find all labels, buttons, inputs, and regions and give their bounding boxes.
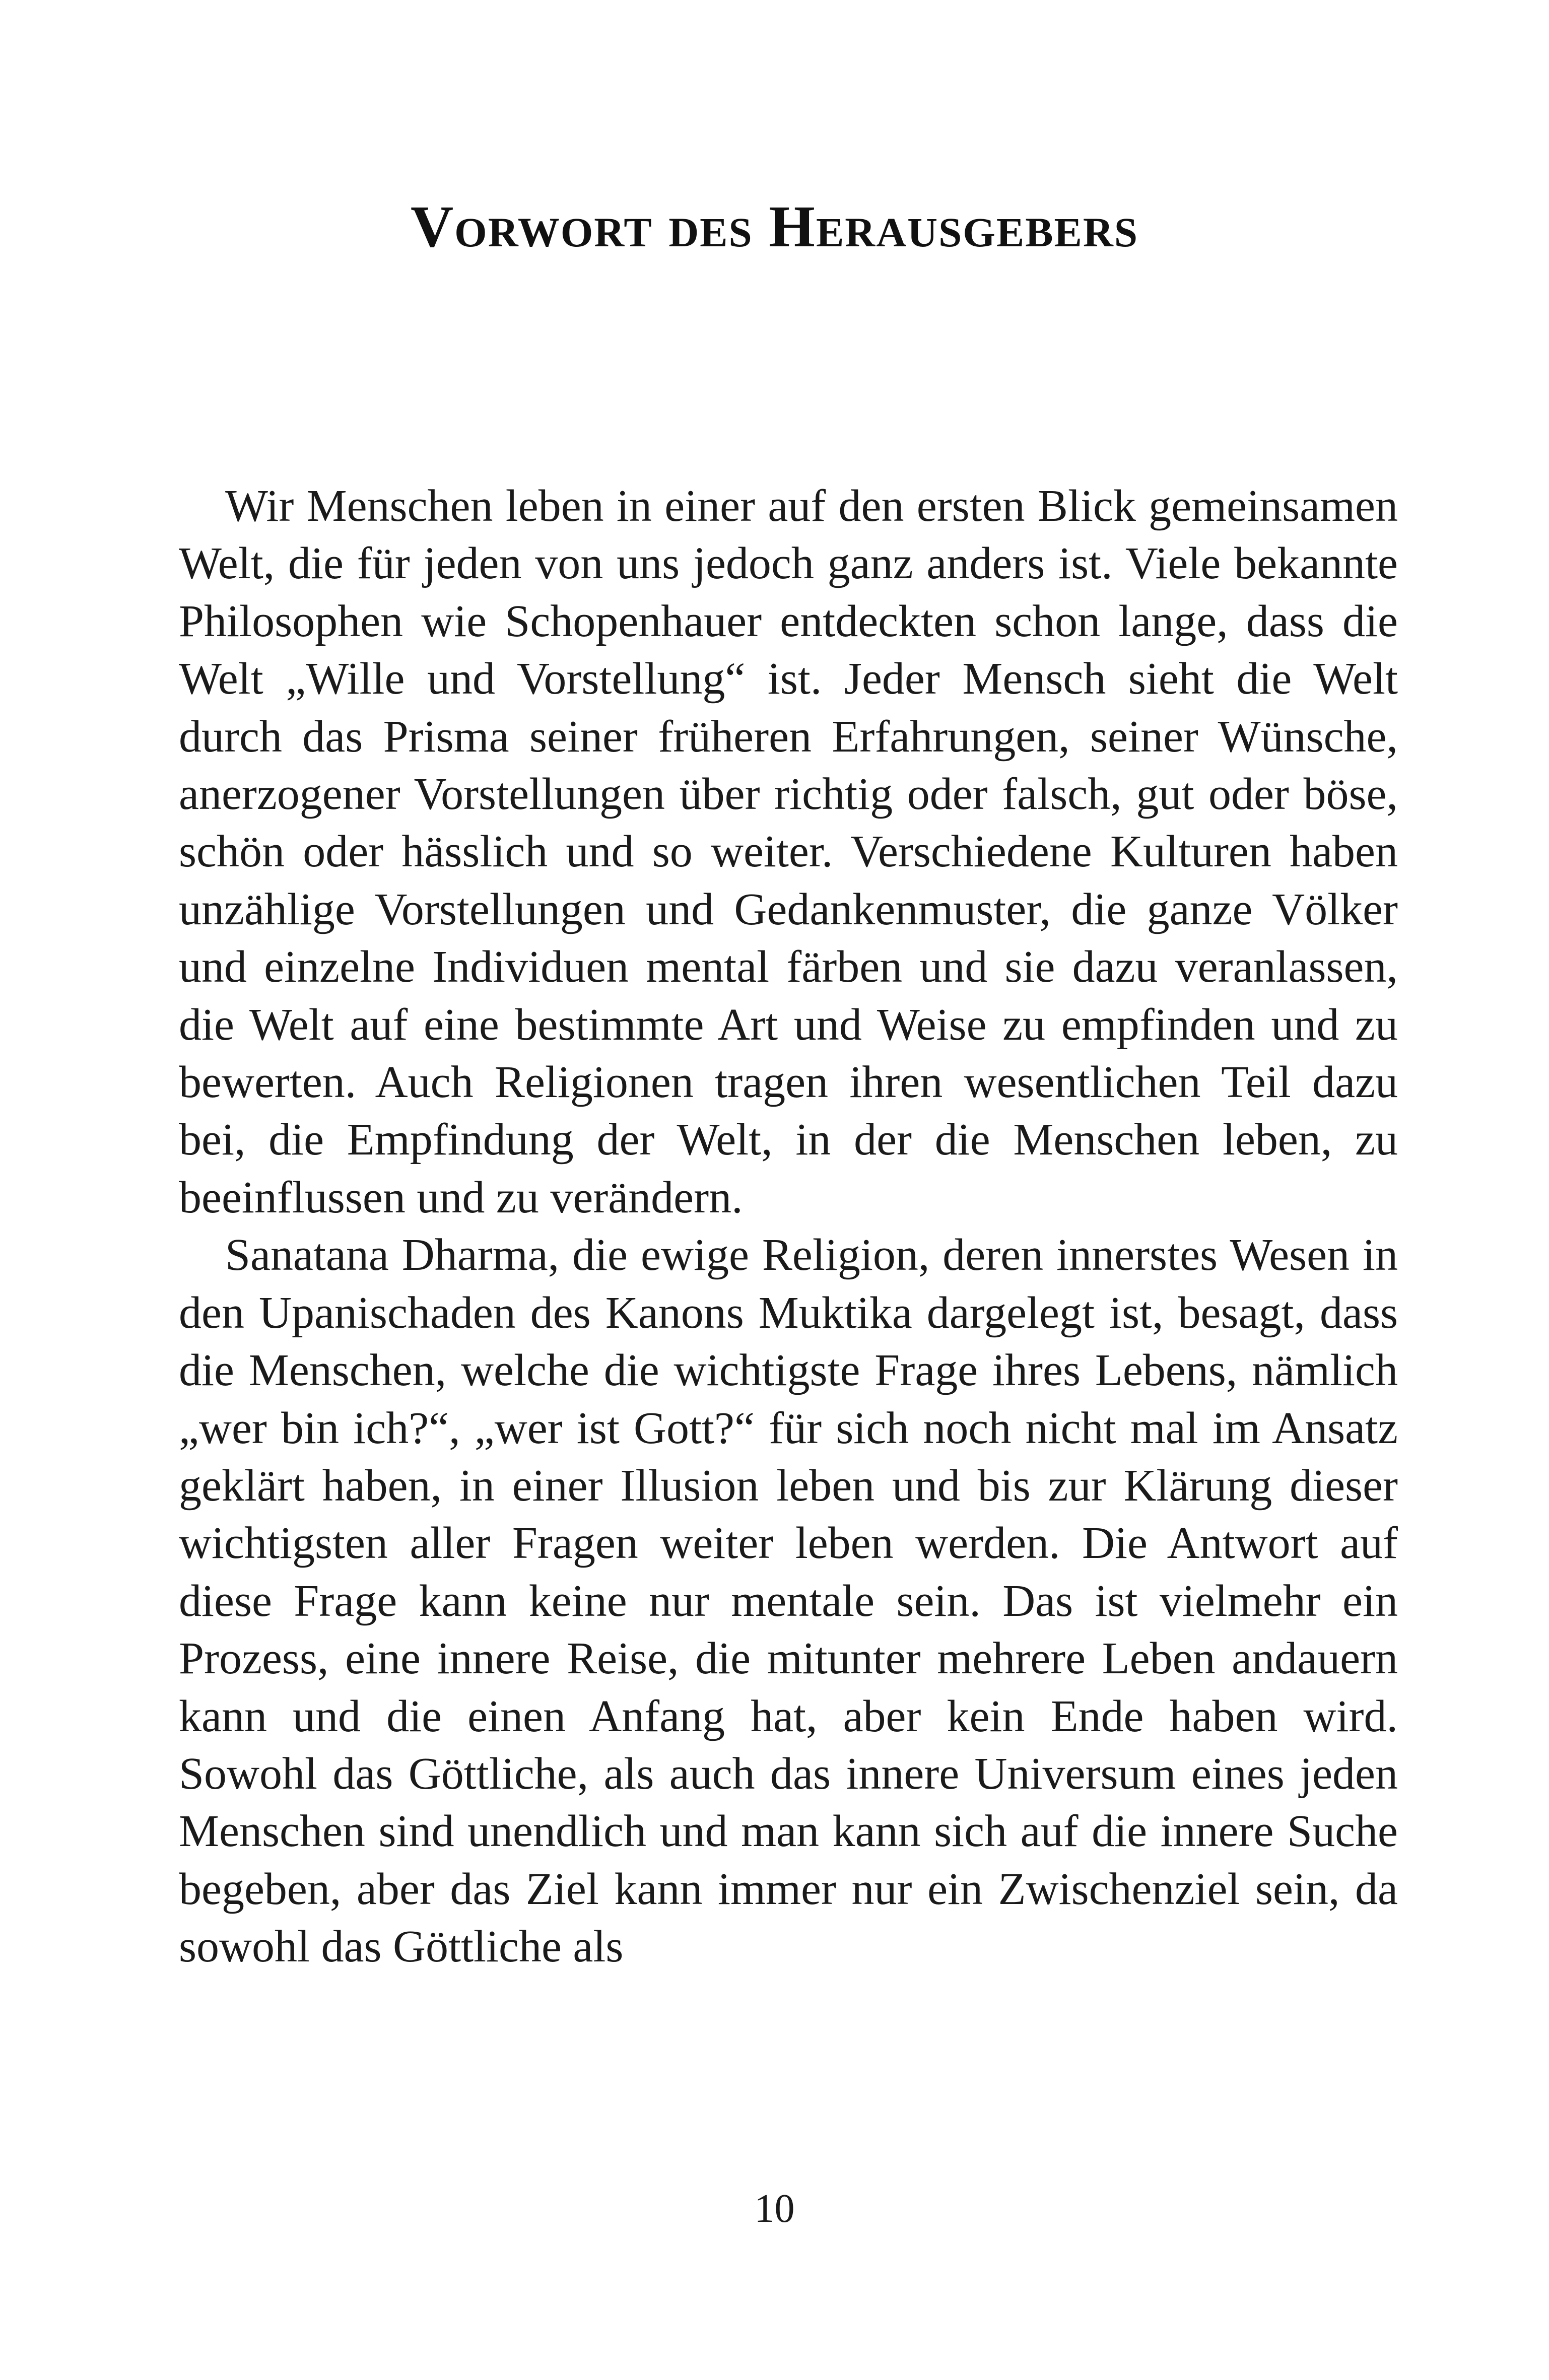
body-text bbox=[179, 478, 1398, 1976]
page-number: 10 bbox=[754, 2187, 795, 2231]
paragraph-1: Wir Menschen leben in einer auf den ersten Blick gemeinsamen Welt, die für jeden von uns jedoch ganz anders ist. Viele bekannte Philosophen wie Schopenhauer entdeckten schon lange, dass die Welt „Wille und Vorstellung“ ist. Jeder Mensch sieht die Welt durch das Prisma seiner früheren Erfahrungen, seiner Wünsche, anerzogener Vorstellungen über richtig oder falsch, gut oder böse, schön oder hässlich und so weiter. Verschiedene Kulturen haben unzählige Vorstellungen und Gedankenmuster, die ganze Völker und einzelne Individuen mental färben und sie dazu veranlassen, die Welt auf eine bestimmte Art und Weise zu empfinden und zu bewerten. Auch Religionen tragen ihren wesentlichen Teil dazu bei, die Empfindung der Welt, in der die Menschen leben, zu beeinflussen und zu verändern. bbox=[179, 481, 1398, 1222]
paragraph-2: Sanatana Dharma, die ewige Religion, deren innerstes Wesen in den Upanischaden des Kanons Muktika dargelegt ist, besagt, dass die Menschen, welche die wichtigste Frage ihres Lebens, nämlich „wer bin ich?“, „wer ist Gott?“ für sich noch nicht mal im Ansatz geklärt haben, in einer Illusion leben und bis zur Klärung dieser wichtigsten aller Fragen weiter leben werden. Die Antwort auf diese Frage kann keine nur mentale sein. Das ist vielmehr ein Prozess, eine innere Reise, die mitunter mehrere Leben andauern kann und die einen Anfang hat, aber kein Ende haben wird. Sowohl das Göttliche, als auch das innere Universum eines jeden Menschen sind unendlich und man kann sich auf die innere Suche begeben, aber das Ziel kann immer nur ein Zwischenziel sein, da sowohl das Göttliche als bbox=[179, 1230, 1398, 1972]
chapter-title: Vorwort des Herausgebers bbox=[410, 193, 1139, 259]
